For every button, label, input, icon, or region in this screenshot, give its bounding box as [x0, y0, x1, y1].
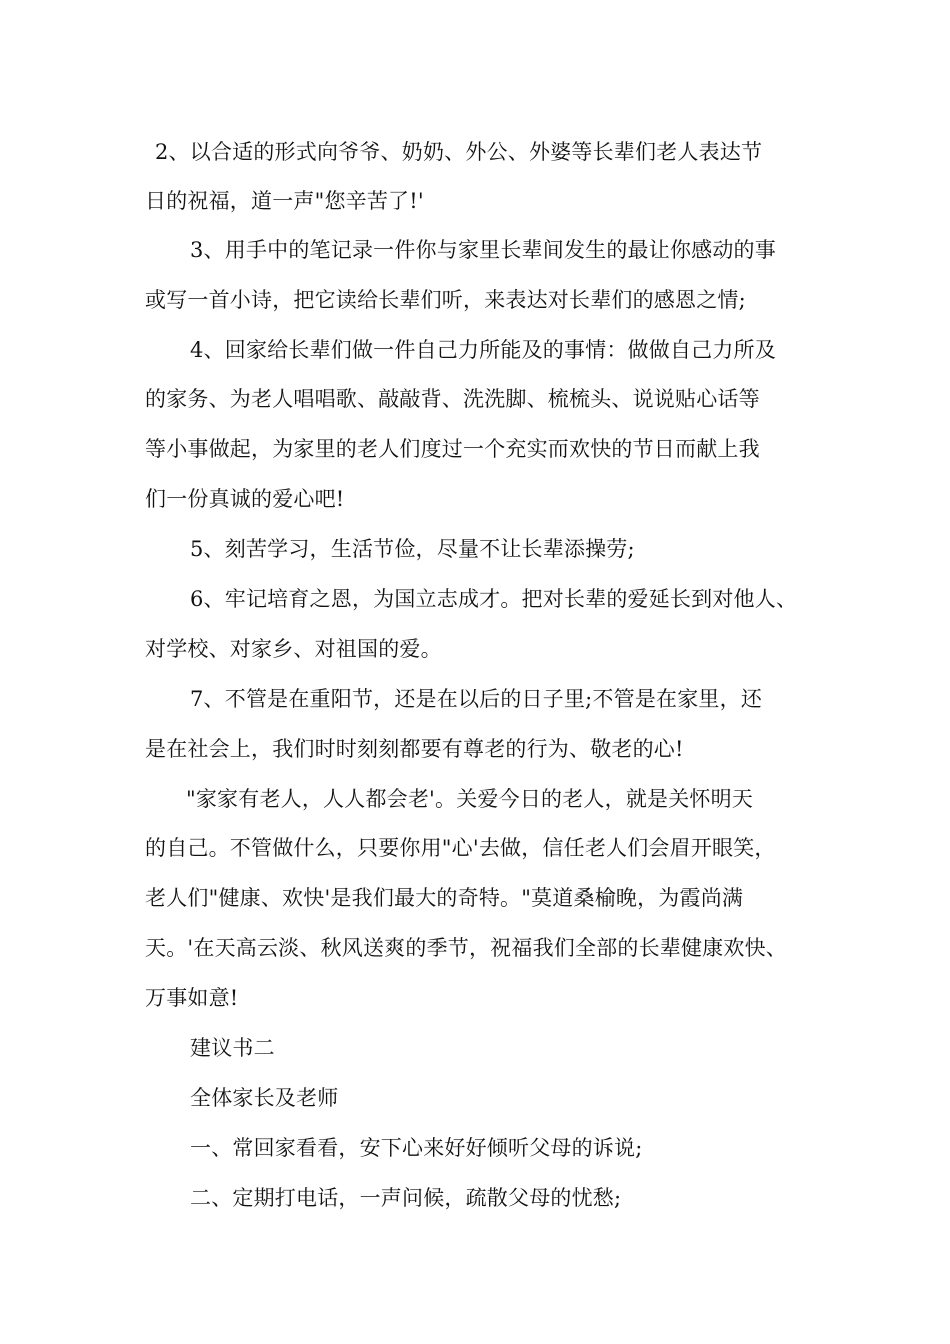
paragraph-line: 二、定期打电话，一声问候，疏散父母的忧愁;	[190, 1186, 622, 1210]
paragraph-line: 老人们"健康、欢快'是我们最大的奇特。"莫道桑榆晚，为霞尚满	[145, 886, 744, 910]
paragraph-line: 天。'在天高云淡、秋风送爽的季节，祝福我们全部的长辈健康欢快、	[145, 936, 787, 960]
paragraph-line: 的自己。不管做什么，只要你用"心'去做，信任老人们会眉开眼笑，	[145, 836, 776, 860]
paragraph-line: 4、回家给长辈们做一件自己力所能及的事情：做做自己力所及	[190, 338, 776, 362]
paragraph-line: 万事如意!	[145, 986, 239, 1010]
paragraph-line: 们一份真诚的爱心吧!	[145, 487, 345, 511]
paragraph-line: 的家务、为老人唱唱歌、敲敲背、洗洗脚、梳梳头、说说贴心话等	[145, 387, 760, 411]
paragraph-line: 6、牢记培育之恩，为国立志成才。把对长辈的爱延长到对他人、	[190, 587, 798, 611]
paragraph-line: 7、不管是在重阳节，还是在以后的日子里;不管是在家里，还	[190, 687, 763, 711]
paragraph-line: 或写一首小诗，把它读给长辈们听，来表达对长辈们的感恩之情;	[145, 288, 746, 312]
paragraph-line: 是在社会上，我们时时刻刻都要有尊老的行为、敬老的心!	[145, 737, 684, 761]
paragraph-line: 5、刻苦学习，生活节俭，尽量不让长辈添操劳;	[190, 537, 635, 561]
paragraph-line: 3、用手中的笔记录一件你与家里长辈间发生的最让你感动的事	[190, 238, 776, 262]
paragraph-line: 日的祝福，道一声"您辛苦了!'	[145, 189, 424, 213]
section-heading: 建议书二	[190, 1036, 275, 1060]
paragraph-line: "家家有老人，人人都会老'。关爱今日的老人，就是关怀明天	[186, 787, 754, 811]
addressee-line: 全体家长及老师	[190, 1086, 339, 1110]
paragraph-line: 2、以合适的形式向爷爷、奶奶、外公、外婆等长辈们老人表达节	[155, 140, 763, 164]
paragraph-line: 一、常回家看看，安下心来好好倾听父母的诉说;	[190, 1136, 643, 1160]
paragraph-line: 对学校、对家乡、对祖国的爱。	[145, 637, 442, 661]
paragraph-line: 等小事做起，为家里的老人们度过一个充实而欢快的节日而献上我	[145, 437, 760, 461]
